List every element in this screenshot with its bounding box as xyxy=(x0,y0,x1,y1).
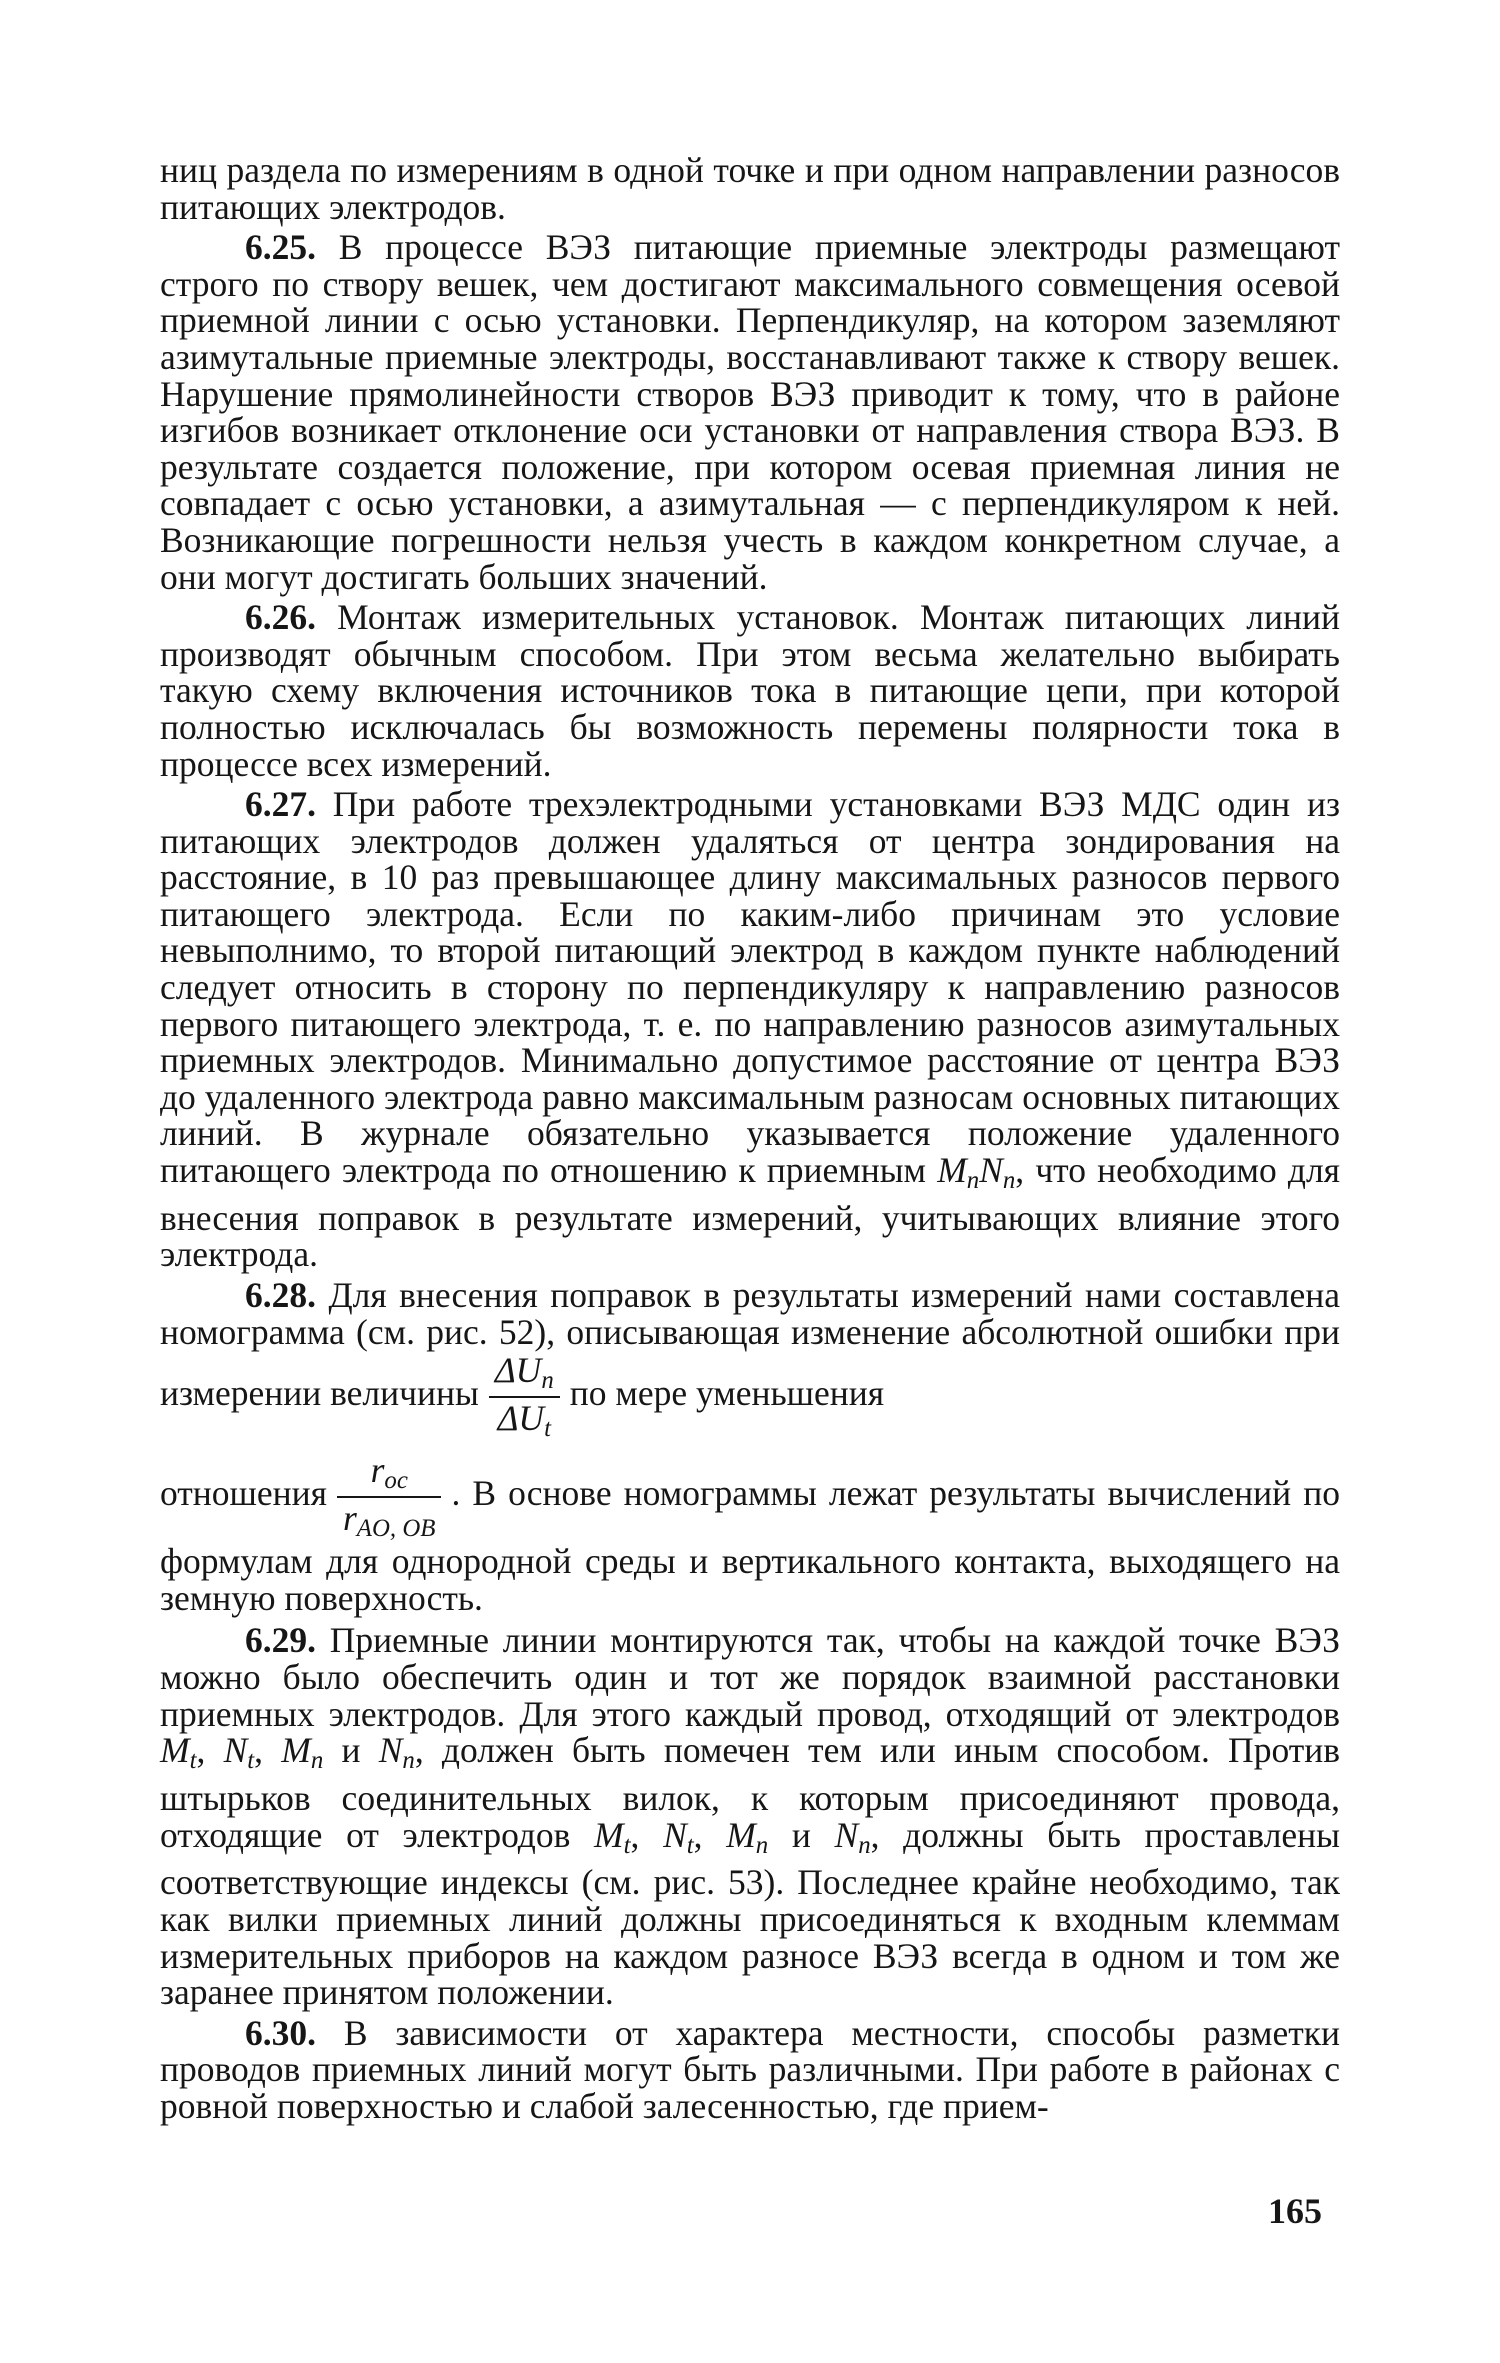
paragraph-6-28: 6.28. Для внесения поправок в результаты измерений нами составлена номограмма (см. рис. 52), описывающая изменение абсолютной ошибки при измерении величины $\frac{\Delta U_n}{\Delta U_t}$ по мере уменьшения xyxy=(160,1275,1340,1443)
paragraph-6-25: 6.25. В процессе ВЭЗ питающие приемные электроды размещают строго по створу вешек, чем достигают максимального совмещения осевой приемной линии с осью установки. Перпендикуляр, на котором заземляют азимутальные приемные электроды, восстанавливают также к створу вешек. Нарушение прямолинейности створов ВЭЗ приводит к тому, что в районе изгибов возникает отклонение оси установки от направления створа ВЭЗ. В результате создается положение, при котором осевая приемная линия не совпадает с осью установки, а азимутальная — с перпендикуляром к ней. Возникающие погрешности нельзя учесть в каждом конкретном случае, а они могут достигать больших значений. xyxy=(160,227,1340,597)
paragraph-6-30: 6.30. В зависимости от характера местности, способы разметки проводов приемных линий могут быть различными. При работе в районах с ровной поверхностью и слабой залесенностью, где прием- xyxy=(160,2012,1340,2126)
section-number: 6.26. xyxy=(245,597,316,638)
section-number: 6.29. xyxy=(245,1620,316,1661)
fraction-r-ratio: $\frac{r_{ос}}{r_{AO, OB}}$ xyxy=(337,1450,441,1544)
paragraph-continuation: ниц раздела по измерениям в одной точке и при одном направлении разносов питающих электродов. xyxy=(160,150,1340,227)
math-symbol: M xyxy=(937,1150,967,1191)
page-number: 165 xyxy=(1268,2191,1322,2231)
paragraph-6-28-cont: отношения $\frac{r_{ос}}{r_{AO, OB}}$ . В основе номограммы лежат результаты вычислений по формулам для однородной среды и вертикального контакта, выходящего на земную поверхность. xyxy=(160,1449,1340,1618)
section-number: 6.28. xyxy=(245,1275,316,1316)
section-number: 6.30. xyxy=(245,2012,316,2053)
section-number: 6.27. xyxy=(245,784,316,825)
paragraph-6-26: 6.26. Монтаж измерительных установок. Монтаж питающих линий производят обычным способом. При этом весьма желательно выбирать такую схему включения источников тока в питающие цепи, при которой полностью исключалась бы возможность перемены полярности тока в процессе всех измерений. xyxy=(160,597,1340,784)
section-number: 6.25. xyxy=(245,227,316,268)
math-symbol: N xyxy=(979,1150,1003,1191)
fraction-delta-u: $\frac{\Delta U_n}{\Delta U_t}$ xyxy=(489,1350,560,1444)
body-text xyxy=(160,152,1340,2129)
paragraph-6-27: 6.27. При работе трехэлектродными установками ВЭЗ МДС один из питающих электродов должен удаляться от центра зондирования на расстояние, в 10 раз превышающее длину максимальных разносов первого питающего электрода. Если по каким-либо причинам это условие невыполнимо, то второй питающий электрод в каждом пункте наблюдений следует относить в сторону по перпендикуляру к направлению разносов первого питающего электрода, т. е. по направлению разносов азимутальных приемных электродов. Минимально допустимое расстояние от центра ВЭЗ до удаленного электрода равно максимальным разносам основных питающих линий. В журнале обязательно указывается положение удаленного питающего электрода по отношению к приемным $M_nN_n$, что необходимо для внесения поправок в результате измерений, учитывающих влияние этого электрода. xyxy=(160,784,1341,1275)
paragraph-6-29: 6.29. Приемные линии монтируются так, чтобы на каждой точке ВЭЗ можно было обеспечить один и тот же порядок взаимной расстановки приемных электродов. Для этого каждый провод, отходящий от электродов $M_t$, $N_t$, $M_n$ и $N_n$, должен быть помечен тем или иным способом. Против штырьков соединительных вилок, к которым присоединяют провода, отходящие от электродов $M_t$, $N_t$, $M_n$ и $N_n$, должны быть проставлены соответствующие индексы (см. рис. 53). Последнее крайне необходимо, так как вилки приемных линий должны присоединяться к входным клеммам измерительных приборов на каждом разносе ВЭЗ всегда в одном и том же заранее принятом положении. xyxy=(160,1620,1341,2013)
